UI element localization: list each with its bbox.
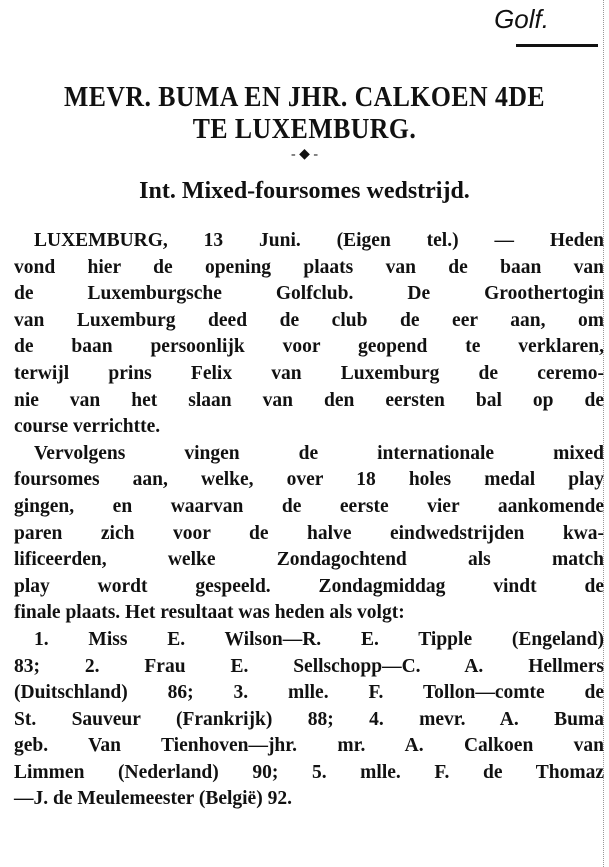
- text-line: 83; 2. Frau E. Sellschopp—C. A. Hellmers: [14, 655, 604, 677]
- paragraph: [14, 441, 604, 627]
- section-label: Golf.: [494, 4, 549, 34]
- text-line: de Luxemburgsche Golfclub. De Groothertogin: [14, 283, 604, 305]
- text-line: 1. Miss E. Wilson—R. E. Tipple (Engeland): [34, 628, 604, 650]
- text-line: finale plaats. Het resultaat was heden als volgt:: [14, 602, 405, 624]
- text-line: LUXEMBURG, 13 Juni. (Eigen tel.) — Heden: [34, 230, 604, 251]
- text-line: play wordt gespeeld. Zondagmiddag vindt de: [14, 575, 604, 597]
- text-line: Limmen (Nederland) 90; 5. mlle. F. de Thomaz: [14, 761, 604, 783]
- text-line: nie van het slaan van den eersten bal op de: [14, 389, 604, 411]
- text-line: (Duitschland) 86; 3. mlle. F. Tollon—comte de: [14, 682, 604, 704]
- headline: [24, 82, 584, 146]
- text-line: paren zich voor de halve eindwedstrijden kwa-: [14, 522, 604, 544]
- text-line: —J. de Meulemeester (België) 92.: [14, 788, 292, 810]
- text-line: course verrichtte.: [14, 416, 161, 438]
- headline-line: TE LUXEMBURG.: [192, 114, 417, 145]
- headline-line: MEVR. BUMA EN JHR. CALKOEN 4DE: [63, 82, 546, 113]
- text-line: Vervolgens vingen de internationale mixed: [34, 442, 604, 464]
- ornament-divider: - ◆ -: [290, 147, 319, 162]
- paragraph: [14, 627, 604, 813]
- section-rule: [516, 44, 598, 47]
- paragraph: [14, 228, 604, 441]
- article-body: [14, 228, 604, 813]
- text-line: gingen, en waarvan de eerste vier aankomende: [14, 495, 604, 517]
- text-line: vond hier de opening plaats van de baan van: [14, 256, 604, 278]
- text-line: St. Sauveur (Frankrijk) 88; 4. mevr. A. Buma: [14, 708, 604, 730]
- text-line: foursomes aan, welke, over 18 holes medal play: [14, 469, 604, 491]
- text-line: lificeerden, welke Zondagochtend als match: [14, 549, 604, 571]
- text-line: de baan persoonlijk voor geopend te verklaren,: [14, 336, 604, 358]
- subheadline: Int. Mixed-foursomes wedstrijd.: [139, 178, 470, 204]
- text-line: geb. Van Tienhoven—jhr. mr. A. Calkoen van: [14, 735, 604, 757]
- text-line: terwijl prins Felix van Luxemburg de ceremo-: [14, 362, 604, 384]
- text-line: van Luxemburg deed de club de eer aan, om: [14, 309, 604, 331]
